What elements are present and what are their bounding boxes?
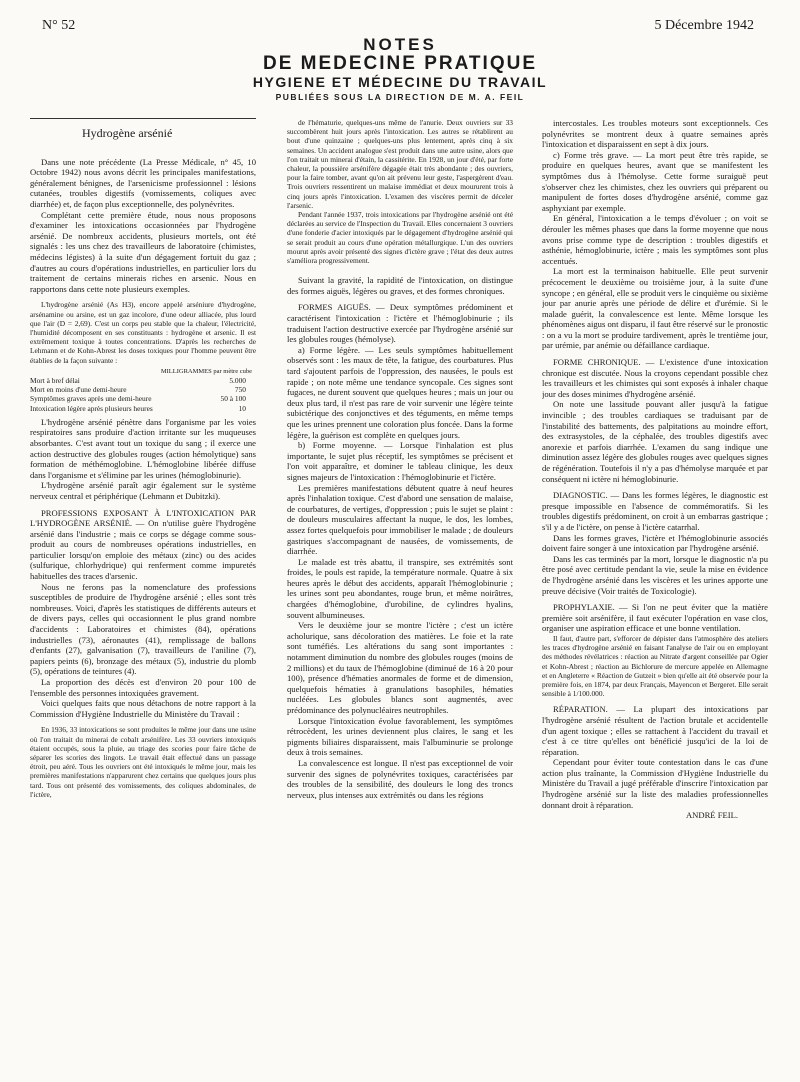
paragraph-professions: PROFESSIONS EXPOSANT À L'INTOXICATION PAR L'HYDROGÈNE ARSÉNIÉ. — On n'utilise guère l'hydrogène arsénié dans l'industrie ; mais ce corps se dégage comme sous-produit au cours de nombreuses opérations industrielles, en particulier lorsqu'on emploie des métaux (zinc) ou des acides (sulfurique, chlorhydrique) qui renferment comme impuretés habituelles des traces d'arsenic.	[30, 507, 256, 582]
paragraph: L'hydrogène arsénié pénètre dans l'organisme par les voies respiratoires sans produire d'action irritante sur les muqueuses absorbantes. C'est avant tout un toxique du sang ; il exerce une action destructive des globules rouges (action hémolytique) sans formation de méthémoglobine. L'hémoglobine libérée diffuse dans l'organisme et s'élimine par les urines (hémoglobinurie).	[30, 416, 256, 480]
column-3	[542, 118, 768, 1068]
author-signature: ANDRÉ FEIL.	[685, 810, 738, 821]
paragraph: a) Forme légère. — Les seuls symptômes habituellement observés sont : les maux de tête, la fatigue, des courbatures. Plus tard s'ajoutent parfois de l'oppression, des nausées, le pouls est rapide ; on note même une tendance syncopale. Ces signes sont fugaces, ne durent souvent que quelques heures ; mais un jour ou deux plus tard, il n'est pas rare de voir survenir une légère teinte subictérique des conjonctives et des téguments, en même temps que les urines prennent une coloration plus foncée. Dans la forme légère, la guérison est complète en quelques jours.	[287, 344, 513, 440]
table-row: Symptômes graves après une demi-heure 50 à 100	[30, 394, 246, 404]
masthead-medecine-pratique: DE MEDECINE PRATIQUE	[262, 53, 537, 74]
paragraph-diagnostic: DIAGNOSTIC. — Dans les formes légères, le diagnostic est presque impossible en l'absence de commémoratifs. Si les troubles digestifs prédominent, on croit à un embarras gastrique ; s'il y a de l'ictère, on pense à l'ictère catarrhal.	[542, 490, 768, 532]
paragraph: Complétant cette première étude, nous nous proposons d'examiner les intoxications occasionnées par l'hydrogène arsénié. De nombreux accidents, plusieurs mortels, ont été signalés : les uns chez des travailleurs de laboratoire (chimistes, médecins légistes) à la suite d'un dégagement fortuit du gaz ; d'autres au cours d'opérations industrielles, en particulier lors du traitement de certains minerais riches en arsenic. Nous en rapportons dans cette note plusieurs exemples.	[30, 209, 256, 294]
table-row: Mort en moins d'une demi-heure 750	[30, 385, 246, 395]
column-1	[30, 122, 256, 1072]
small-paragraph: L'hydrogène arsénié (As H3), encore appelé arséniure d'hydrogène, arsénamine ou arsine, est un gaz incolore, d'une odeur alliacée, plus lourd que l'air (D = 2,69). C'est un corps peu stable que la chaleur, l'électricité, l'humidité décomposent en ses constituants : hydrogène et arsenic. Il est extrêmement toxique à toutes concentrations. D'après les recherches de Lehmann et de Kohn-Abrest les doses toxiques pour l'homme peuvent être établies de la façon suivante :	[30, 300, 256, 365]
paragraph: La mort est la terminaison habituelle. Elle peut survenir précocement le deuxième ou troisième jour, à la suite d'une syncope ; en général, elle se produit vers le cinquième ou sixième jour par anurie après une période de délire et d'urémie. Si le malade guérit, la convalescence est lente. Même lorsque les phénomènes aigus ont disparu, il faut être réservé sur le pronostic : on a vu la mort se produire tardivement, après le trentième jour, par urémie, par anémie ou défaillance cardiaque.	[542, 266, 768, 351]
table-unit-header: MILLIGRAMMES par mètre cube	[160, 367, 252, 375]
paragraph: c) Forme très grave. — La mort peut être très rapide, se produire en quelques heures, avant que se manifestent les symptômes dus à l'hémolyse. Cette forme suraiguë peut s'observer chez les chimistes, chez les ouvriers qui préparent ou manipulent de fortes doses d'hydrogène arsénié, comme gaz asphyxiant par exemple.	[542, 149, 768, 213]
paragraph: Nous ne ferons pas la nomenclature des professions susceptibles de produire de l'hydrogène arsénié ; elles sont très nombreuses. Voici, d'après les statistiques de différents auteurs et de divers pays, celles qui occasionnent le plus grand nombre d'accidents : Laboratoires et chimistes (84), opérations industrielles (73), aéronautes (41), remplissage de ballons d'enfants (27), galvanisation (7), travailleurs de l'aniline (7), papiers peints (6), bronzage des métaux (5), industrie du plomb (5), opérations de teintures (4).	[30, 581, 256, 677]
paragraph-formes-aigues: FORMES AIGUËS. — Deux symptômes prédominent et caractérisent l'intoxication : l'ictère et l'hémoglobinurie ; ils traduisent l'action destructive exercée par l'hydrogène arsénié sur les globules rouges (hémolyse).	[287, 302, 513, 345]
paragraph-forme-chronique: FORME CHRONIQUE. — L'existence d'une intoxication chronique est discutée. Nous la croyons cependant possible chez les travailleurs et les chimistes qui sont exposés à inhaler chaque jour des doses minimes d'hydrogène arsénié.	[542, 357, 768, 399]
paragraph: b) Forme moyenne. — Lorsque l'inhalation est plus importante, le sujet plus réceptif, les symptômes se précisent et l'on voit apparaître, et dominer le tableau clinique, les deux signes majeurs de l'intoxication : l'hémoglobinurie et l'ictère.	[287, 440, 513, 482]
table-row: Mort à bref délai 5.000	[30, 375, 246, 385]
paragraph: Cependant pour éviter toute contestation dans le cas d'une action plus traînante, la Commission d'Hygiène Industrielle du Ministère du Travail a jugé préférable d'inscrire l'intoxication par l'hydrogène arsénié sur la liste des maladies professionnelles donnant droit à réparation.	[542, 757, 768, 810]
small-paragraph: Il faut, d'autre part, s'efforcer de dépister dans l'atmosphère des ateliers les traces d'hydrogène arsénié en faisant l'analyse de l'air ou en employant des méthodes révélatrices : réaction au Nitrate d'argent conseillée par Ogier et Kohn-Abrest ; réaction au Bichlorure de mercure appelée en Allemagne et en Angleterre « Réaction de Gutzeit » bien qu'elle ait été observée pour la première fois, en 1874, par deux Français, Mayencon et Bergeret. Elle serait sensible à 1/100.000.	[542, 633, 768, 699]
paragraph: La convalescence est longue. Il n'est pas exceptionnel de voir survenir des signes de polynévrites toxiques, caractérisées par des troubles de la sensibilité, des douleurs le long des troncs nerveux, plus intenses aux extrémités ou dans les régions	[287, 757, 513, 800]
paragraph-prophylaxie: PROPHYLAXIE. — Si l'on ne peut éviter que la matière première soit arsénifère, il faut exécuter l'opération en vase clos, organiser une aspiration efficace et une bonne ventilation.	[542, 602, 768, 634]
paragraph: La proportion des décès est d'environ 20 pour 100 de l'ensemble des personnes intoxiquées gravement.	[30, 677, 256, 698]
paragraph: Vers le deuxième jour se montre l'ictère ; c'est un ictère acholurique, sans décoloration des matières. Le foie et la rate sont tuméfiés. Les altérations du sang sont importantes : notamment diminution du nombre des globules rouges (moins de 2 millions) et du taux de l'hémoglobine (diminué de 16 à 20 pour 100), présence d'hématies anormales de forme et de dimension, quelquefois hématies à granulations basophiles, hématies nucléées. Les globules blancs sont augmentés, avec prédominance des polynucléaires neutrophiles.	[287, 620, 513, 715]
paragraph: Dans les formes graves, l'ictère et l'hémoglobinurie associés doivent faire songer à une intoxication par l'hydrogène arsénié.	[542, 532, 768, 554]
paragraph: Voici quelques faits que nous détachons de notre rapport à la Commission d'Hygiène Industrielle du Ministère du Travail :	[30, 698, 256, 719]
paragraph: Lorsque l'intoxication évolue favorablement, les symptômes rétrocèdent, les urines deviennent plus claires, le sang et les pigments biliaires disparaissent, mais l'albuminurie se prolonge deux à trois semaines.	[287, 715, 513, 758]
masthead-hygiene: HYGIENE ET MÉDECINE DU TRAVAIL	[252, 74, 548, 90]
case-report: En 1936, 33 intoxications se sont produites le même jour dans une usine où l'on traitait du minerai de cobalt arsénifère. Les 33 ouvriers intoxiqués étaient occupés, sous la pluie, au triage des scories pour faire tâche de séparer les scories des lingots. Le travail était effectué dans un passage étroit, peu aéré. Tous les ouvriers ont été intoxiqués le même jour, mais les premières manifestations n'apparurent chez certains que quelques jours plus tard. Tous ont présenté des vomissements, des coliques abdominales, de l'ictère,	[30, 725, 256, 799]
issue-date: 5 Décembre 1942	[654, 18, 754, 33]
paragraph: En général, l'intoxication a le temps d'évoluer ; on voit se dérouler les mêmes phases que dans la forme moyenne que nous avons prise comme type de description : troubles digestifs et asthénie, hémoglobinurie, ictère ; mais les symptômes sont plus accentués.	[542, 213, 768, 266]
paragraph: Les premières manifestations débutent quatre à neuf heures après l'inhalation toxique. C'est d'abord une sensation de malaise, de courbatures, de vertiges, d'oppression ; puis le sujet se plaint : de douleurs musculaires affectant la nuque, le dos, les lombes, assez fortes quelquefois pour immobiliser le malade ; de douleurs gastriques s'accompagnant de nausées, de vomissements, de diarrhée.	[287, 482, 513, 557]
case-report: Pendant l'année 1937, trois intoxications par l'hydrogène arsénié ont été déclarées au service de l'Inspection du Travail. Elles concernaient 3 ouvriers d'une fonderie d'acier intoxiqués par le dégagement d'hydrogène arsénié qui se serait produit au cours d'une opération métallurgique. L'un des ouvriers mourut après avoir présenté des signes d'ictère grave ; l'état des deux autres s'améliora progressivement.	[287, 210, 513, 266]
paragraph: On note une lassitude pouvant aller jusqu'à la fatigue invincible ; des troubles cardiaques se traduisant par de l'instabilité des battements, des palpitations au moindre effort, des extrasystoles, de la céphalée, des troubles digestifs avec anorexie et parfois diarrhée. L'examen du sang indique une diminution assez légère des globules rouges avec quelques signes de régénération. Toutefois il n'y a pas d'hémolyse marquée et par conséquent ni ictère ni hémoglobinurie.	[542, 399, 768, 484]
paragraph: intercostales. Les troubles moteurs sont exceptionnels. Ces polynévrites se montrent deux à quatre semaines après l'intoxication et disparaissent en sept à dix jours.	[542, 118, 768, 150]
paragraph: Dans les cas terminés par la mort, lorsque le diagnostic n'a pu être posé avec certitude pendant la vie, seule la mise en évidence de l'hydrogène arsénié dans les viscères et les urines apporte une preuve décisive (Voir traités de Toxicologie).	[542, 553, 768, 596]
paragraph-reparation: RÉPARATION. — La plupart des intoxications par l'hydrogène arsénié résultent de l'action brutale et accidentelle d'un agent toxique ; elles se rattachent à l'accident du travail et c'est à ce titre qu'elles ont bénéficié jusqu'ici de la loi de réparation.	[542, 704, 768, 757]
toxic-dose-table	[30, 367, 256, 413]
paragraph: Le malade est très abattu, il transpire, ses extrémités sont froides, le pouls est rapide, la température normale. Quatre à six heures après le début des accidents, apparaît l'hémoglobinurie ; les urines sont peu abondantes, rouge brun, et même noirâtres, chargées d'hémoglobine, d'urobiline, de cylindres hyalins, souvent albumineuses.	[287, 556, 513, 620]
table-row: Intoxication légère après plusieurs heures 10	[30, 403, 246, 413]
masthead	[0, 36, 800, 104]
masthead-direction: PUBLIÉES SOUS LA DIRECTION DE M. A. FEIL	[275, 92, 525, 102]
article-title: Hydrogène arsénié	[82, 126, 173, 140]
paragraph: Suivant la gravité, la rapidité de l'intoxication, on distingue des formes aiguës, légères ou graves, et des formes chroniques.	[287, 275, 513, 296]
paragraph: Dans une note précédente (La Presse Médicale, n° 45, 10 Octobre 1942) nous avons décrit les principales manifestations, généralement bénignes, de l'arsenicisme professionnel : lésions cutanées, troubles digestifs (vomissements, coliques avec diarrhée) et, de façon plus exceptionnelle, des polynévrites.	[30, 156, 256, 209]
paragraph: L'hydrogène arsénié paraît agir également sur le système nerveux central et périphérique (Lehmann et Dubitzki).	[30, 480, 256, 501]
column-2	[287, 118, 513, 1068]
case-report: de l'hématurie, quelques-uns même de l'anurie. Deux ouvriers sur 33 succombèrent huit jours après l'intoxication. Les autres se rétablirent au bout d'une quinzaine ; quelques-uns plus lentement, après cinq à six semaines. Un accident analogue s'est produit dans une autre usine, alors que l'on traitait un minerai d'étain, la cassitérite. En 1928, un jour d'été, par forte chaleur, la poussière arsénifère dégagée était très abondante ; des ouvriers, pour la faire tomber, avant qu'on ait prévenu leur geste, l'aspergèrent d'eau. Trois ouvriers ressentirent un malaise immédiat et deux moururent trois à cinq jours après l'intoxication. L'examen des viscères permit de déceler l'arsenic.	[287, 118, 513, 210]
issue-number: N° 52	[42, 18, 76, 33]
masthead-notes: NOTES	[363, 35, 437, 54]
